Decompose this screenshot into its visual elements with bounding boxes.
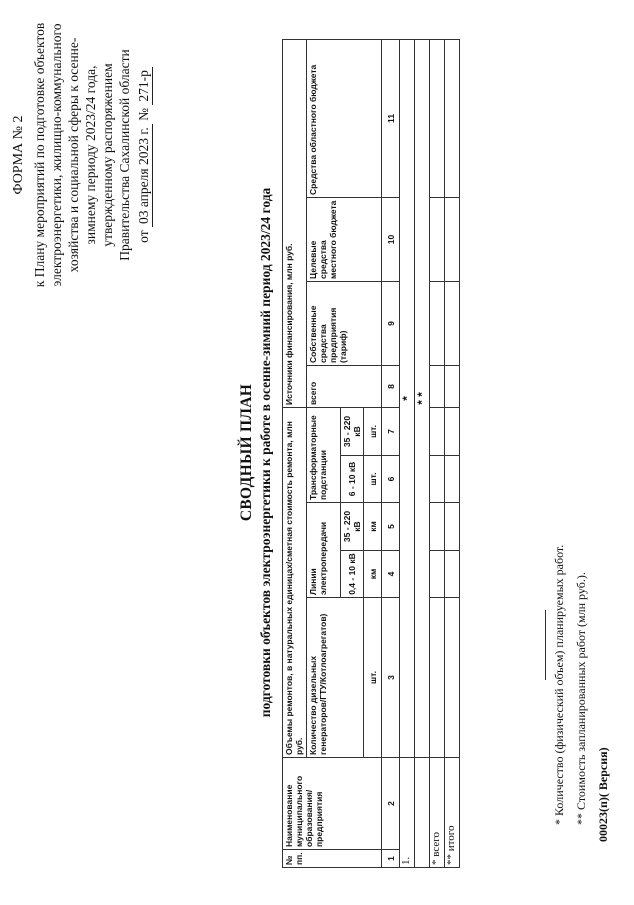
table-cell (430, 598, 445, 758)
header-date-line (135, 5, 153, 305)
header-tp-35-220: 35 - 220 кВ (341, 407, 364, 455)
col-number: 3 (382, 598, 400, 758)
table-cell (445, 598, 460, 758)
header-line: к Плану мероприятий по подготовке объектов (32, 22, 47, 288)
footnote-cost: ** Стоимость запланированных работ (млн руб.). (574, 572, 588, 825)
number-sign: № (136, 108, 151, 121)
form-header (10, 5, 153, 305)
document-subtitle: подготовки объектов электроэнергетики к работе в осенне-зимний период 2023/24 года (258, 187, 273, 718)
row-1-placeholder: * (400, 39, 415, 757)
header-total: всего (307, 365, 382, 407)
row-1-value-placeholder: * * (415, 39, 430, 757)
header-line: зимнему периоду 2023/24 года, (83, 65, 98, 245)
table-cell (445, 197, 460, 281)
unit-tp-6: шт. (364, 456, 382, 503)
row-itogo-label: ** итого (445, 758, 460, 868)
header-volume: Объемы ремонтов, в натуральных единицах/сметная стоимость ремонта, млн руб. (283, 407, 307, 757)
header-transformers: Трансформаторные подстанции (307, 407, 341, 502)
form-number: ФОРМА № 2 (11, 115, 26, 195)
footnotes (548, 545, 592, 825)
header-diesel: Количество дизельных генераторов/ГТУ/Котлоагрегатов) (307, 598, 364, 758)
plan-table (282, 39, 460, 868)
row-1-value-label (415, 758, 430, 868)
table-cell (445, 365, 460, 407)
table-cell (430, 39, 445, 197)
table-cell (445, 39, 460, 197)
header-line: электроэнергетики, жилищно-коммунального (49, 23, 64, 287)
decree-number: 271-р (135, 67, 153, 105)
table-cell (430, 456, 445, 503)
col-number: 6 (382, 456, 400, 503)
col-number: 11 (382, 39, 400, 197)
col-number: 5 (382, 503, 400, 551)
unit-lines-04: км (364, 551, 382, 598)
table-cell (430, 407, 445, 455)
col-number: 10 (382, 197, 400, 281)
table-cell (430, 365, 445, 407)
col-number: 7 (382, 407, 400, 455)
document-code: 00023(п)( Версия) (596, 747, 610, 842)
header-line: хозяйства и социальной сферы к осенне- (66, 37, 81, 273)
col-number: 4 (382, 551, 400, 598)
header-lines: Линии электропередачи (307, 503, 341, 598)
table-cell (430, 551, 445, 598)
header-lines-35-220: 35 - 220 кВ (341, 503, 364, 551)
table-cell (445, 503, 460, 551)
header-own-funds: Собственные средства предприятия (тариф) (307, 281, 382, 365)
header-regional-budget: Средства областного бюджета (307, 39, 382, 197)
header-line: Правительства Сахалинской области (117, 49, 132, 261)
col-number: 9 (382, 281, 400, 365)
unit-lines-35: км (364, 503, 382, 551)
header-sources: Источники финансирования, млн руб. (283, 39, 307, 407)
row-1-label: 1. (400, 758, 415, 868)
table-cell (445, 456, 460, 503)
table-cell (445, 281, 460, 365)
date-prefix: от (136, 230, 151, 243)
header-name: Наименование муниципального образования/предприятия (283, 758, 382, 850)
header-num: № пп. (283, 850, 382, 868)
table-cell (430, 503, 445, 551)
col-number: 1 (382, 850, 400, 868)
header-lines-04-10: 0,4 - 10 кВ (341, 551, 364, 598)
col-number: 2 (382, 758, 400, 850)
unit-diesel: шт. (364, 598, 382, 758)
row-total-label: * всего (430, 758, 445, 868)
header-line: утвержденному распоряжением (100, 63, 115, 247)
table-cell (430, 197, 445, 281)
header-tp-6-10: 6 - 10 кВ (341, 456, 364, 503)
decree-date: 03 апреля 2023 г. (135, 124, 153, 227)
header-local-budget: Целевые средства местного бюджета (307, 197, 382, 281)
unit-tp-35: шт. (364, 407, 382, 455)
table-cell (445, 407, 460, 455)
footnote-quantity: * Количество (физический объем) планируемых работ. (552, 544, 566, 825)
separator-line (545, 610, 546, 680)
table-cell (430, 281, 445, 365)
table-cell (445, 551, 460, 598)
col-number: 8 (382, 365, 400, 407)
document-title: СВОДНЫЙ ПЛАН (238, 383, 255, 522)
